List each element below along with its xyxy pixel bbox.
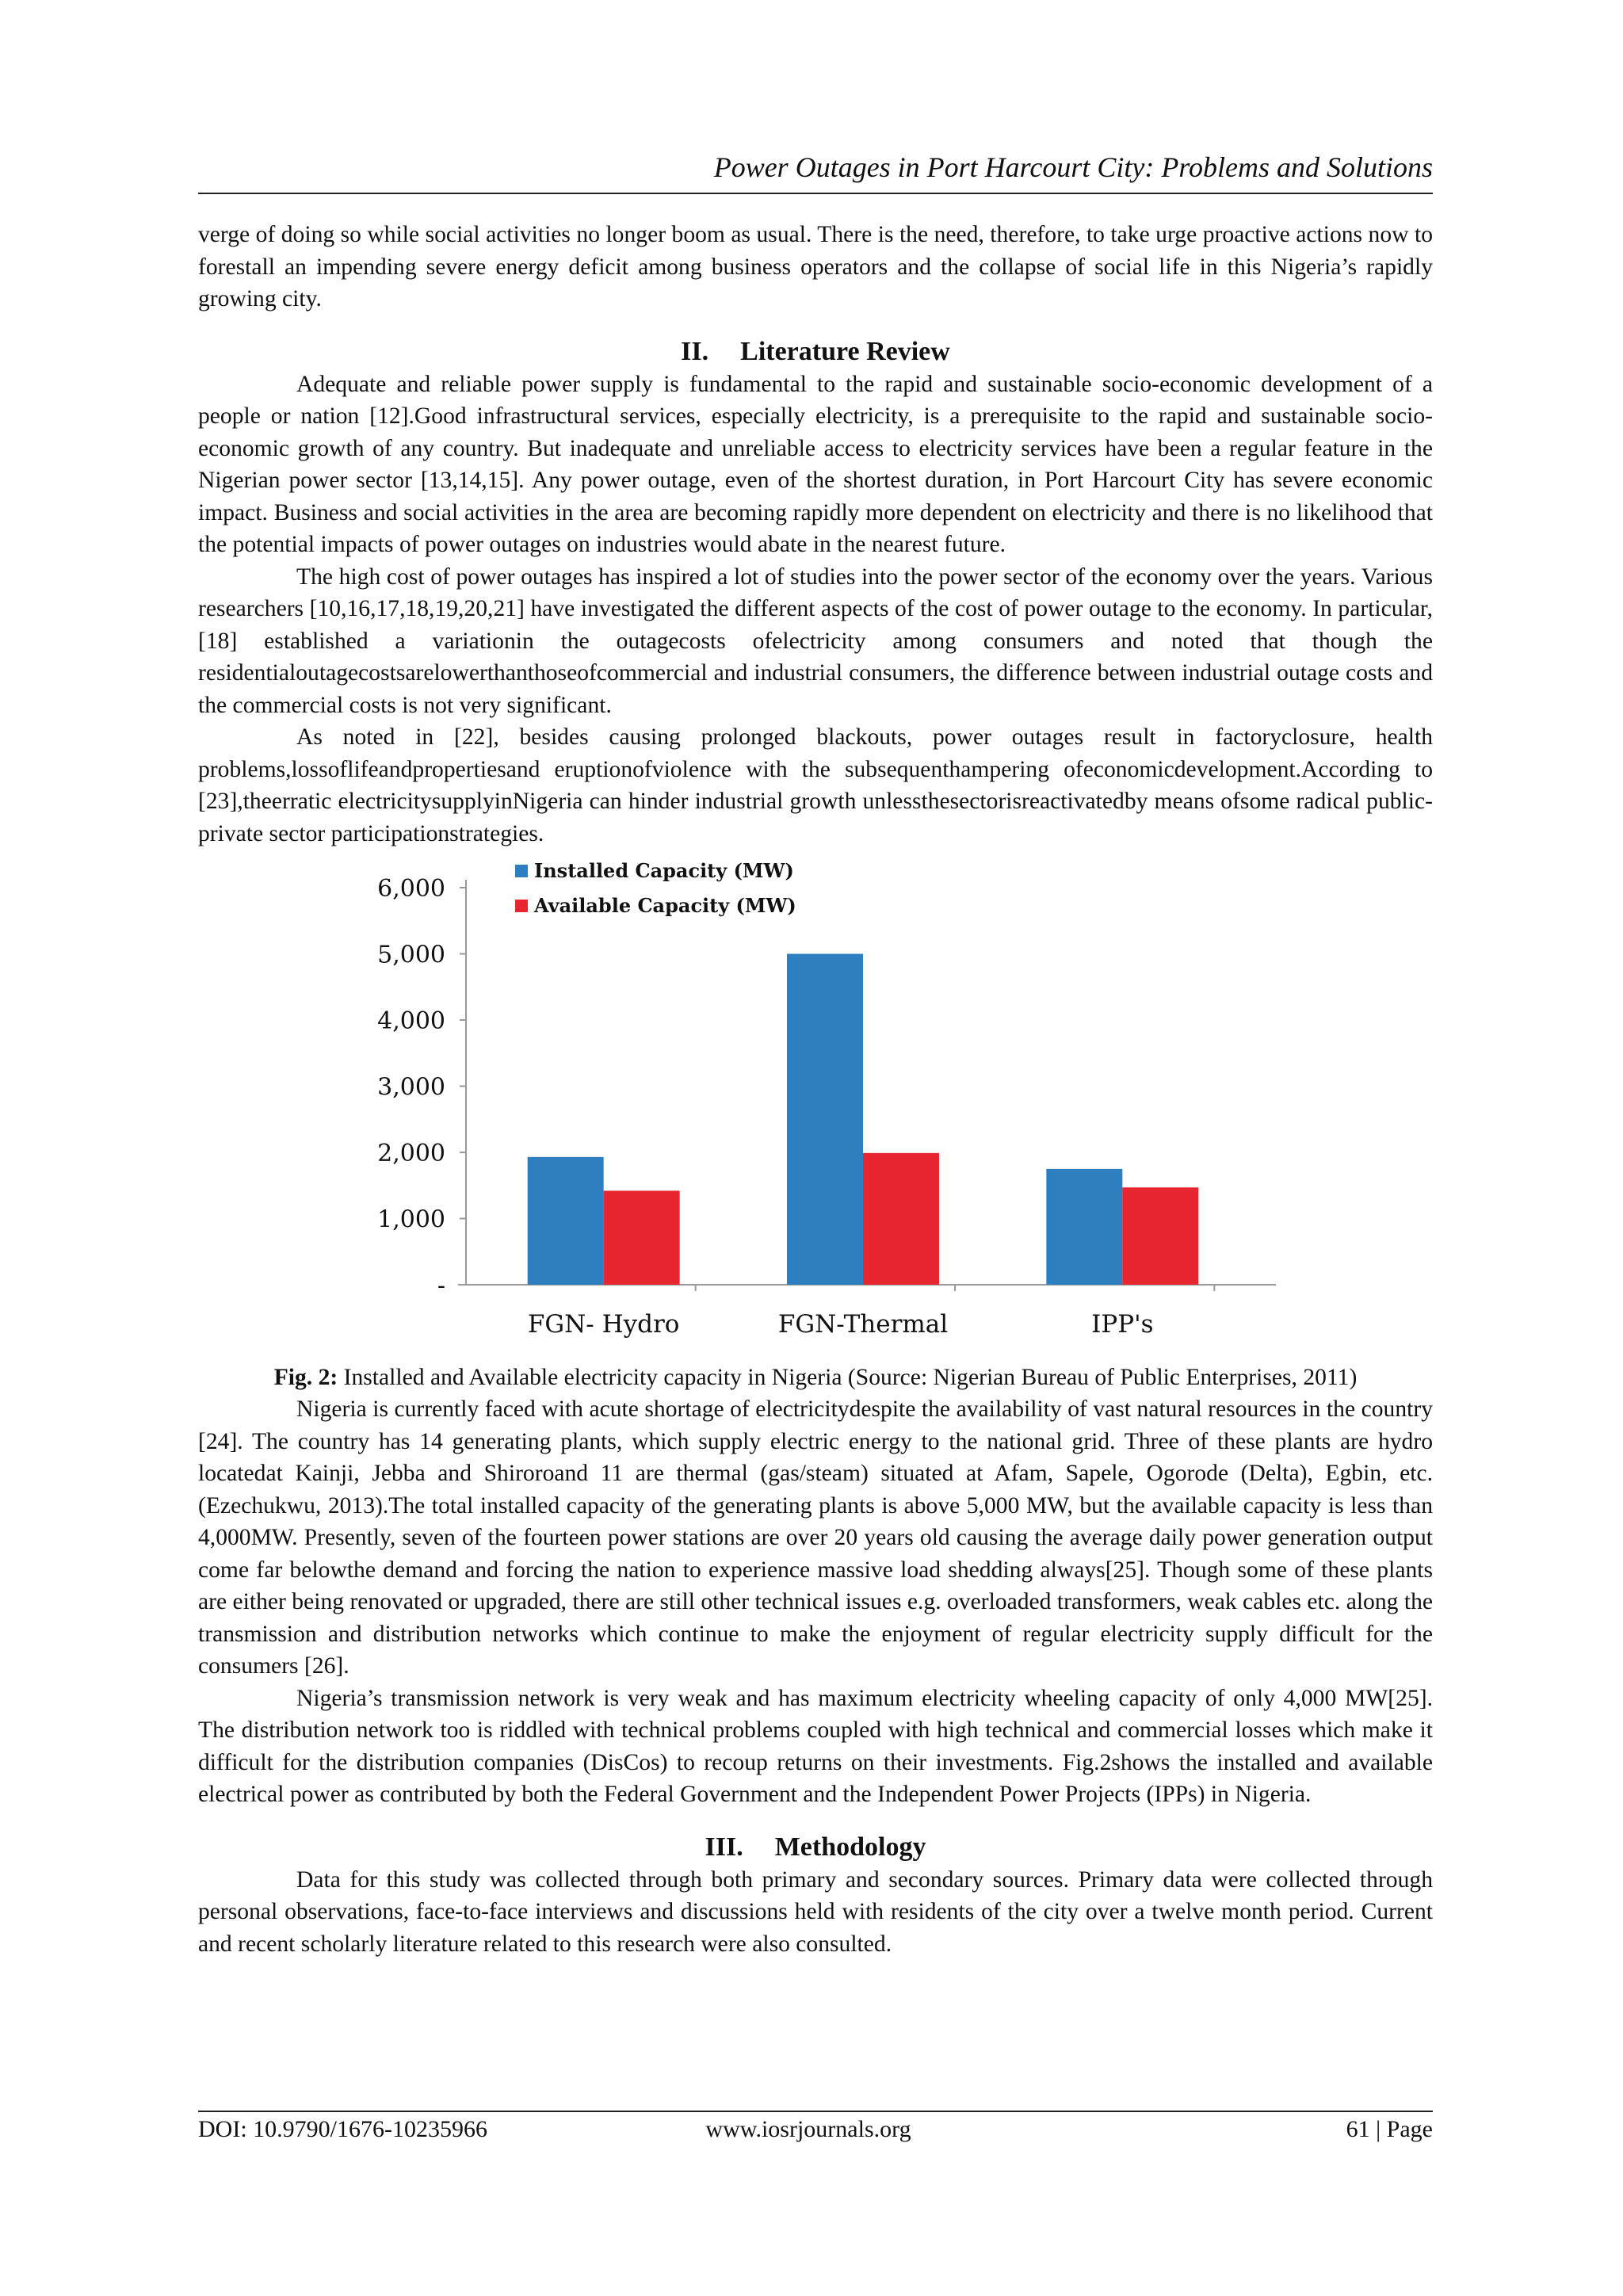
x-tick-label: IPP's	[1091, 1310, 1154, 1339]
bar-available	[1122, 1187, 1198, 1285]
bar-available	[863, 1153, 939, 1285]
footer-website: www.iosrjournals.org	[705, 2116, 911, 2142]
y-tick-label: 5,000	[377, 941, 445, 969]
y-tick-label: 1,000	[377, 1205, 445, 1234]
y-tick-label: 3,000	[377, 1073, 445, 1102]
section-number: II.	[681, 336, 709, 366]
figure-label: Fig. 2:	[273, 1365, 338, 1390]
bar-chart	[198, 854, 1433, 1362]
footer-doi: DOI: 10.9790/1676-10235966	[198, 2116, 487, 2142]
paragraph-transmission: Nigeria’s transmission network is very weak and has maximum electricity wheeling capacity of only 4,000 MW[25]. The distribution network too is riddled with technical problems coupled with high technical and commercial losses which make it difficult for the distribution companies (DisCos) to recoup returns on their investments. Fig.2shows the installed and available electrical power as contributed by both the Federal Government and the Independent Power Projects (IPPs) in Nigeria.	[198, 1685, 1433, 1807]
page-footer	[198, 2116, 1433, 2151]
paragraph-methodology-1: Data for this study was collected through both primary and secondary sources. Primary data were collected through personal observations, face-to-face interviews and discussions held with residents of the city over a twelve month period. Current and recent scholarly literature related to this research were also consulted.	[198, 1866, 1433, 1957]
paragraph-literature-3: As noted in [22], besides causing prolonged blackouts, power outages result in factoryclosure, health problems,lossoflifeandpropertiesand eruptionofviolence with the subsequenthampering ofeconomicdevelopment.According to [23],theerratic electricitysupplyinNigeria can hinder industrial growth unlessthesectorisreactivatedby means ofsome radical public-private sector participationstrategies.	[198, 724, 1433, 846]
legend-label: Available Capacity (MW)	[534, 894, 796, 917]
y-tick-label: 6,000	[377, 875, 445, 903]
footer-rule	[198, 2111, 1433, 2112]
legend-label: Installed Capacity (MW)	[534, 859, 794, 882]
section-number: III.	[705, 1832, 743, 1862]
section-title: Methodology	[774, 1832, 926, 1862]
y-tick-label: 4,000	[377, 1007, 445, 1035]
x-tick-label: FGN-Thermal	[777, 1310, 949, 1339]
section-title: Literature Review	[740, 336, 950, 366]
paragraph-literature-2: The high cost of power outages has inspired a lot of studies into the power sector of the economy over the years. Various researchers [10,16,17,18,19,20,21] have investigated the different aspects of the cost of power outage to the economy. In particular, [18] established a variationin the outagecosts ofelectricity among consumers and noted that though the residentialoutagecostsarelowerthanthoseofcommercial and industrial consumers, the difference between industrial outage costs and the commercial costs is not very significant.	[198, 563, 1433, 718]
x-tick-label: FGN- Hydro	[527, 1310, 680, 1339]
bar-installed	[1046, 1169, 1122, 1285]
bar-available	[604, 1190, 680, 1285]
bar-installed	[528, 1157, 604, 1285]
body-text	[198, 219, 1433, 1960]
figure-capacity-chart	[198, 854, 1433, 1362]
paragraph-generation: Nigeria is currently faced with acute shortage of electricitydespite the availability of vast natural resources in the country [24]. The country has 14 generating plants, which supply electric energy to the national grid. Three of these plants are hydro locatedat Kainji, Jebba and Shiroroand 11 are thermal (gas/steam) situated at Afam, Sapele, Ogorode (Delta), Egbin, etc. (Ezechukwu, 2013).The total installed capacity of the generating plants is above 5,000 MW, but the available capacity is less than 4,000MW. Presently, seven of the fourteen power stations are over 20 years old causing the average daily power generation output come far belowthe demand and forcing the nation to experience massive load shedding always[25]. Though some of these plants are either being renovated or upgraded, there are still other technical issues e.g. overloaded transformers, weak cables etc. along the transmission and distribution networks which continue to make the enjoyment of regular electricity supply difficult for the consumers [26].	[198, 1396, 1433, 1679]
header-rule	[198, 193, 1433, 194]
running-title: Power Outages in Port Harcourt City: Problems and Solutions	[713, 151, 1433, 183]
figure-caption-text: Installed and Available electricity capacity in Nigeria (Source: Nigerian Bureau of Public Enterprises, 2011)	[343, 1365, 1358, 1390]
figure-caption	[198, 1362, 1433, 1393]
y-tick-label: 2,000	[377, 1140, 445, 1167]
section-heading-literature-review	[198, 335, 1433, 369]
paragraph-literature-1: Adequate and reliable power supply is fundamental to the rapid and sustainable socio-economic development of a people or nation [12].Good infrastructural services, especially electricity, is a prerequisite to the rapid and sustainable socio-economic growth of any country. But inadequate and unreliable access to electricity services have been a regular feature in the Nigerian power sector [13,14,15]. Any power outage, even of the shortest duration, in Port Harcourt City has severe economic impact. Business and social activities in the area are becoming rapidly more dependent on electricity and there is no likelihood that the potential impacts of power outages on industries would abate in the nearest future.	[198, 371, 1433, 557]
footer-page-number: 61 | Page	[1346, 2116, 1433, 2142]
legend-swatch	[515, 865, 528, 877]
y-tick-label: -	[437, 1272, 445, 1300]
paragraph-intro-continued: verge of doing so while social activities no longer boom as usual. There is the need, therefore, to take urge proactive actions now to forestall an impending severe energy deficit among business operators and the collapse of social life in this Nigeria’s rapidly growing city.	[198, 222, 1433, 311]
legend-swatch	[515, 900, 528, 912]
bar-installed	[787, 954, 863, 1286]
section-heading-methodology	[198, 1831, 1433, 1864]
